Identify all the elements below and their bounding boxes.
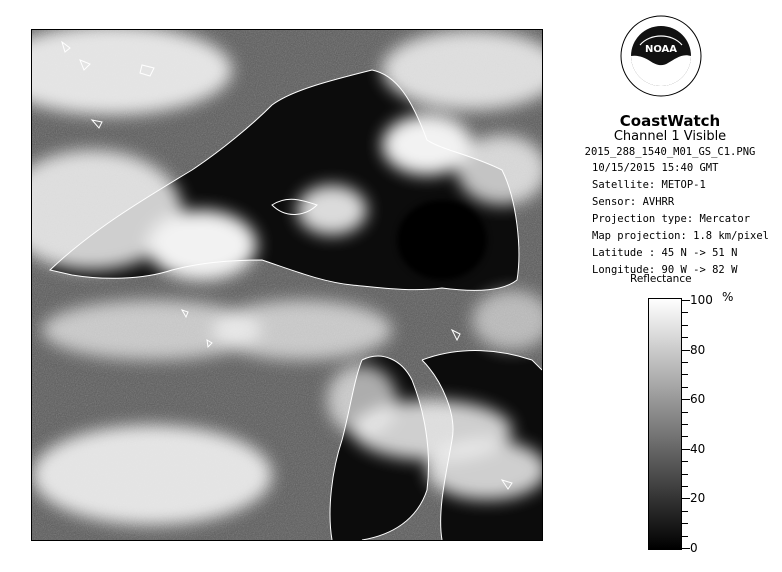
scale-tick <box>682 300 690 301</box>
scale-unit: % <box>722 290 734 304</box>
scale-tick <box>682 412 688 413</box>
scale-tick <box>682 511 688 512</box>
logo-text: NOAA <box>644 44 678 55</box>
scale-tick <box>682 536 688 537</box>
scale-tick <box>682 350 690 351</box>
satellite-image-svg <box>32 30 542 540</box>
scale-tick <box>682 387 688 388</box>
scale-tick <box>682 548 690 549</box>
noaa-logo-svg <box>620 15 702 97</box>
scale-tick-label: 40 <box>690 441 706 456</box>
scale-tick <box>682 362 688 363</box>
scale-tick <box>682 449 690 450</box>
scale-tick-label: 0 <box>690 541 698 555</box>
color-scale-bar <box>648 298 682 550</box>
scale-tick <box>682 312 688 313</box>
scale-tick-label: 100 <box>690 293 713 307</box>
latitude-line: Latitude : 45 N -> 51 N <box>592 247 738 259</box>
satellite-line: Satellite: METOP-1 <box>592 179 706 191</box>
scale-tick <box>682 424 688 425</box>
scale-label: Reflectance <box>630 273 692 285</box>
sensor-line: Sensor: AVHRR <box>592 196 675 208</box>
scale-tick <box>682 498 690 499</box>
scale-tick <box>682 374 688 375</box>
scale-tick-label: 60 <box>690 392 706 407</box>
noaa-logo <box>620 15 702 97</box>
scale-tick <box>682 399 690 400</box>
datetime-line: 10/15/2015 15:40 GMT <box>592 162 719 174</box>
scale-tick <box>682 337 688 338</box>
projection-type-line: Projection type: Mercator <box>592 213 751 225</box>
scale-tick-label: 20 <box>690 491 706 506</box>
clear-water-patch <box>397 200 487 280</box>
scale-tick <box>682 486 688 487</box>
product-title: CoastWatch <box>619 112 721 130</box>
file-name: 2015_288_1540_M01_GS_C1.PNG <box>584 146 756 158</box>
map-projection-line: Map projection: 1.8 km/pixel <box>592 230 770 242</box>
satellite-image <box>31 29 543 541</box>
scale-tick <box>682 325 688 326</box>
longitude-line: Longitude: 90 W -> 82 W <box>592 264 738 276</box>
scale-tick-label: 80 <box>690 342 706 357</box>
channel-title: Channel 1 Visible <box>613 129 727 144</box>
scale-tick <box>682 474 688 475</box>
scale-tick <box>682 436 688 437</box>
scale-tick <box>682 461 688 462</box>
scale-tick <box>682 523 688 524</box>
